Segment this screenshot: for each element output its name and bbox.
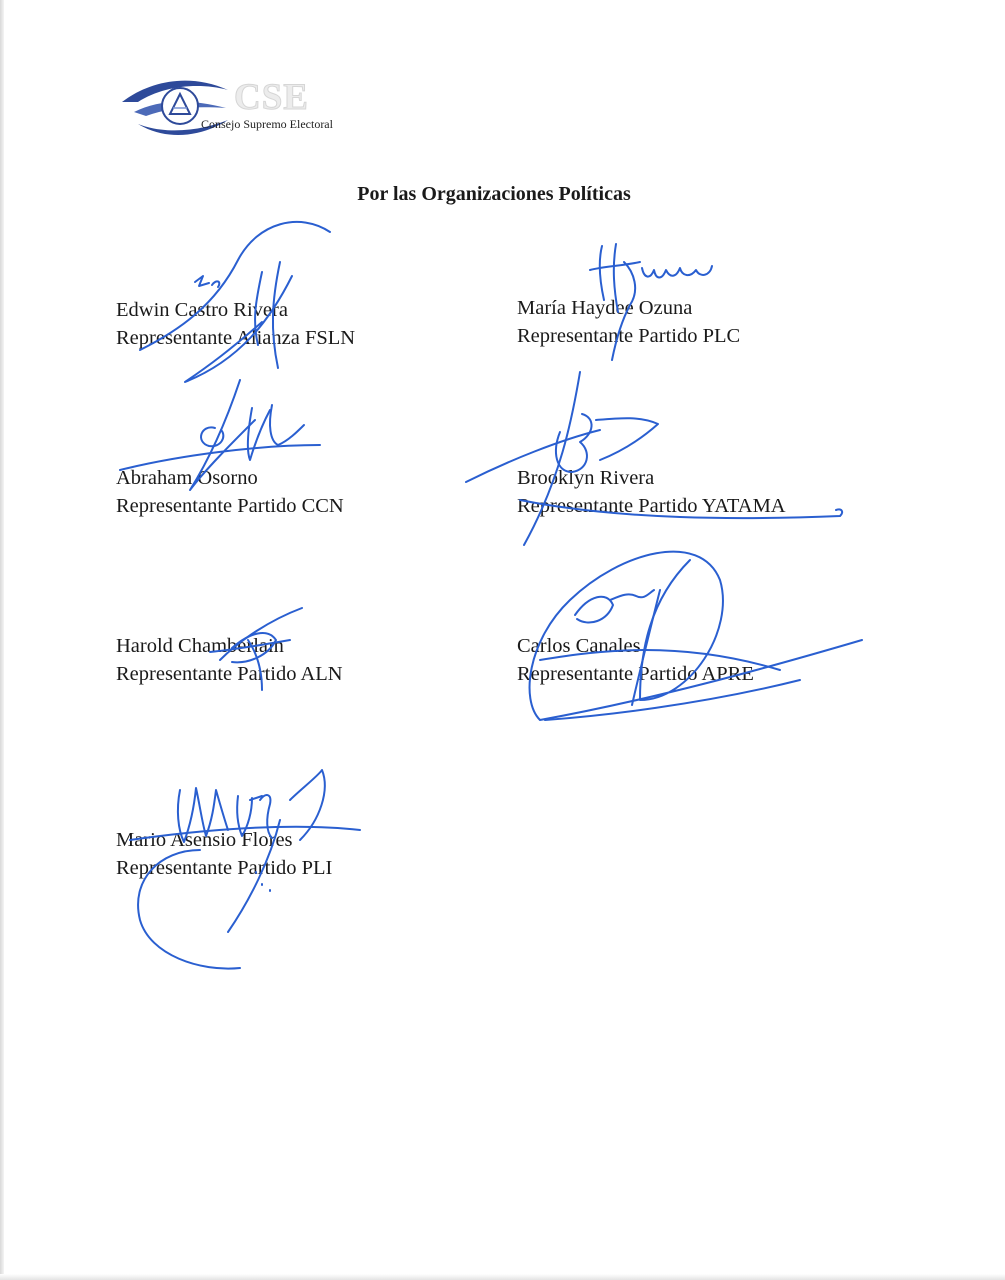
representative-block (517, 464, 786, 520)
representative-block (116, 296, 355, 352)
representative-role: Representante Partido CCN (116, 495, 344, 517)
page-bottom-shadow (0, 1274, 1005, 1280)
representative-name: Harold Chamberlain (116, 635, 284, 657)
representative-name: Brooklyn Rivera (517, 467, 655, 489)
representative-role: Representante Partido ALN (116, 663, 343, 685)
representative-role: Representante Partido APRE (517, 663, 754, 685)
representative-block (517, 294, 740, 350)
representative-role: Representante Partido YATAMA (517, 495, 786, 517)
representative-name: Edwin Castro Rivera (116, 299, 288, 321)
logo-name: Consejo Supremo Electoral (201, 117, 333, 131)
representative-block (116, 464, 344, 520)
representative-block (116, 632, 343, 688)
representative-block (517, 632, 754, 688)
logo-acronym: CSE (234, 77, 309, 118)
representative-role: Representante Alianza FSLN (116, 327, 356, 349)
representative-block (116, 826, 332, 882)
representative-name: María Haydee Ozuna (517, 297, 693, 319)
representative-name: Mario Asensio Flores (116, 829, 293, 851)
page-heading: Por las Organizaciones Políticas (357, 183, 631, 205)
representative-name: Abraham Osorno (116, 467, 258, 489)
representative-name: Carlos Canales (517, 635, 641, 657)
cse-logo (118, 72, 358, 142)
representative-role: Representante Partido PLI (116, 857, 333, 879)
representative-role: Representante Partido PLC (517, 325, 741, 347)
